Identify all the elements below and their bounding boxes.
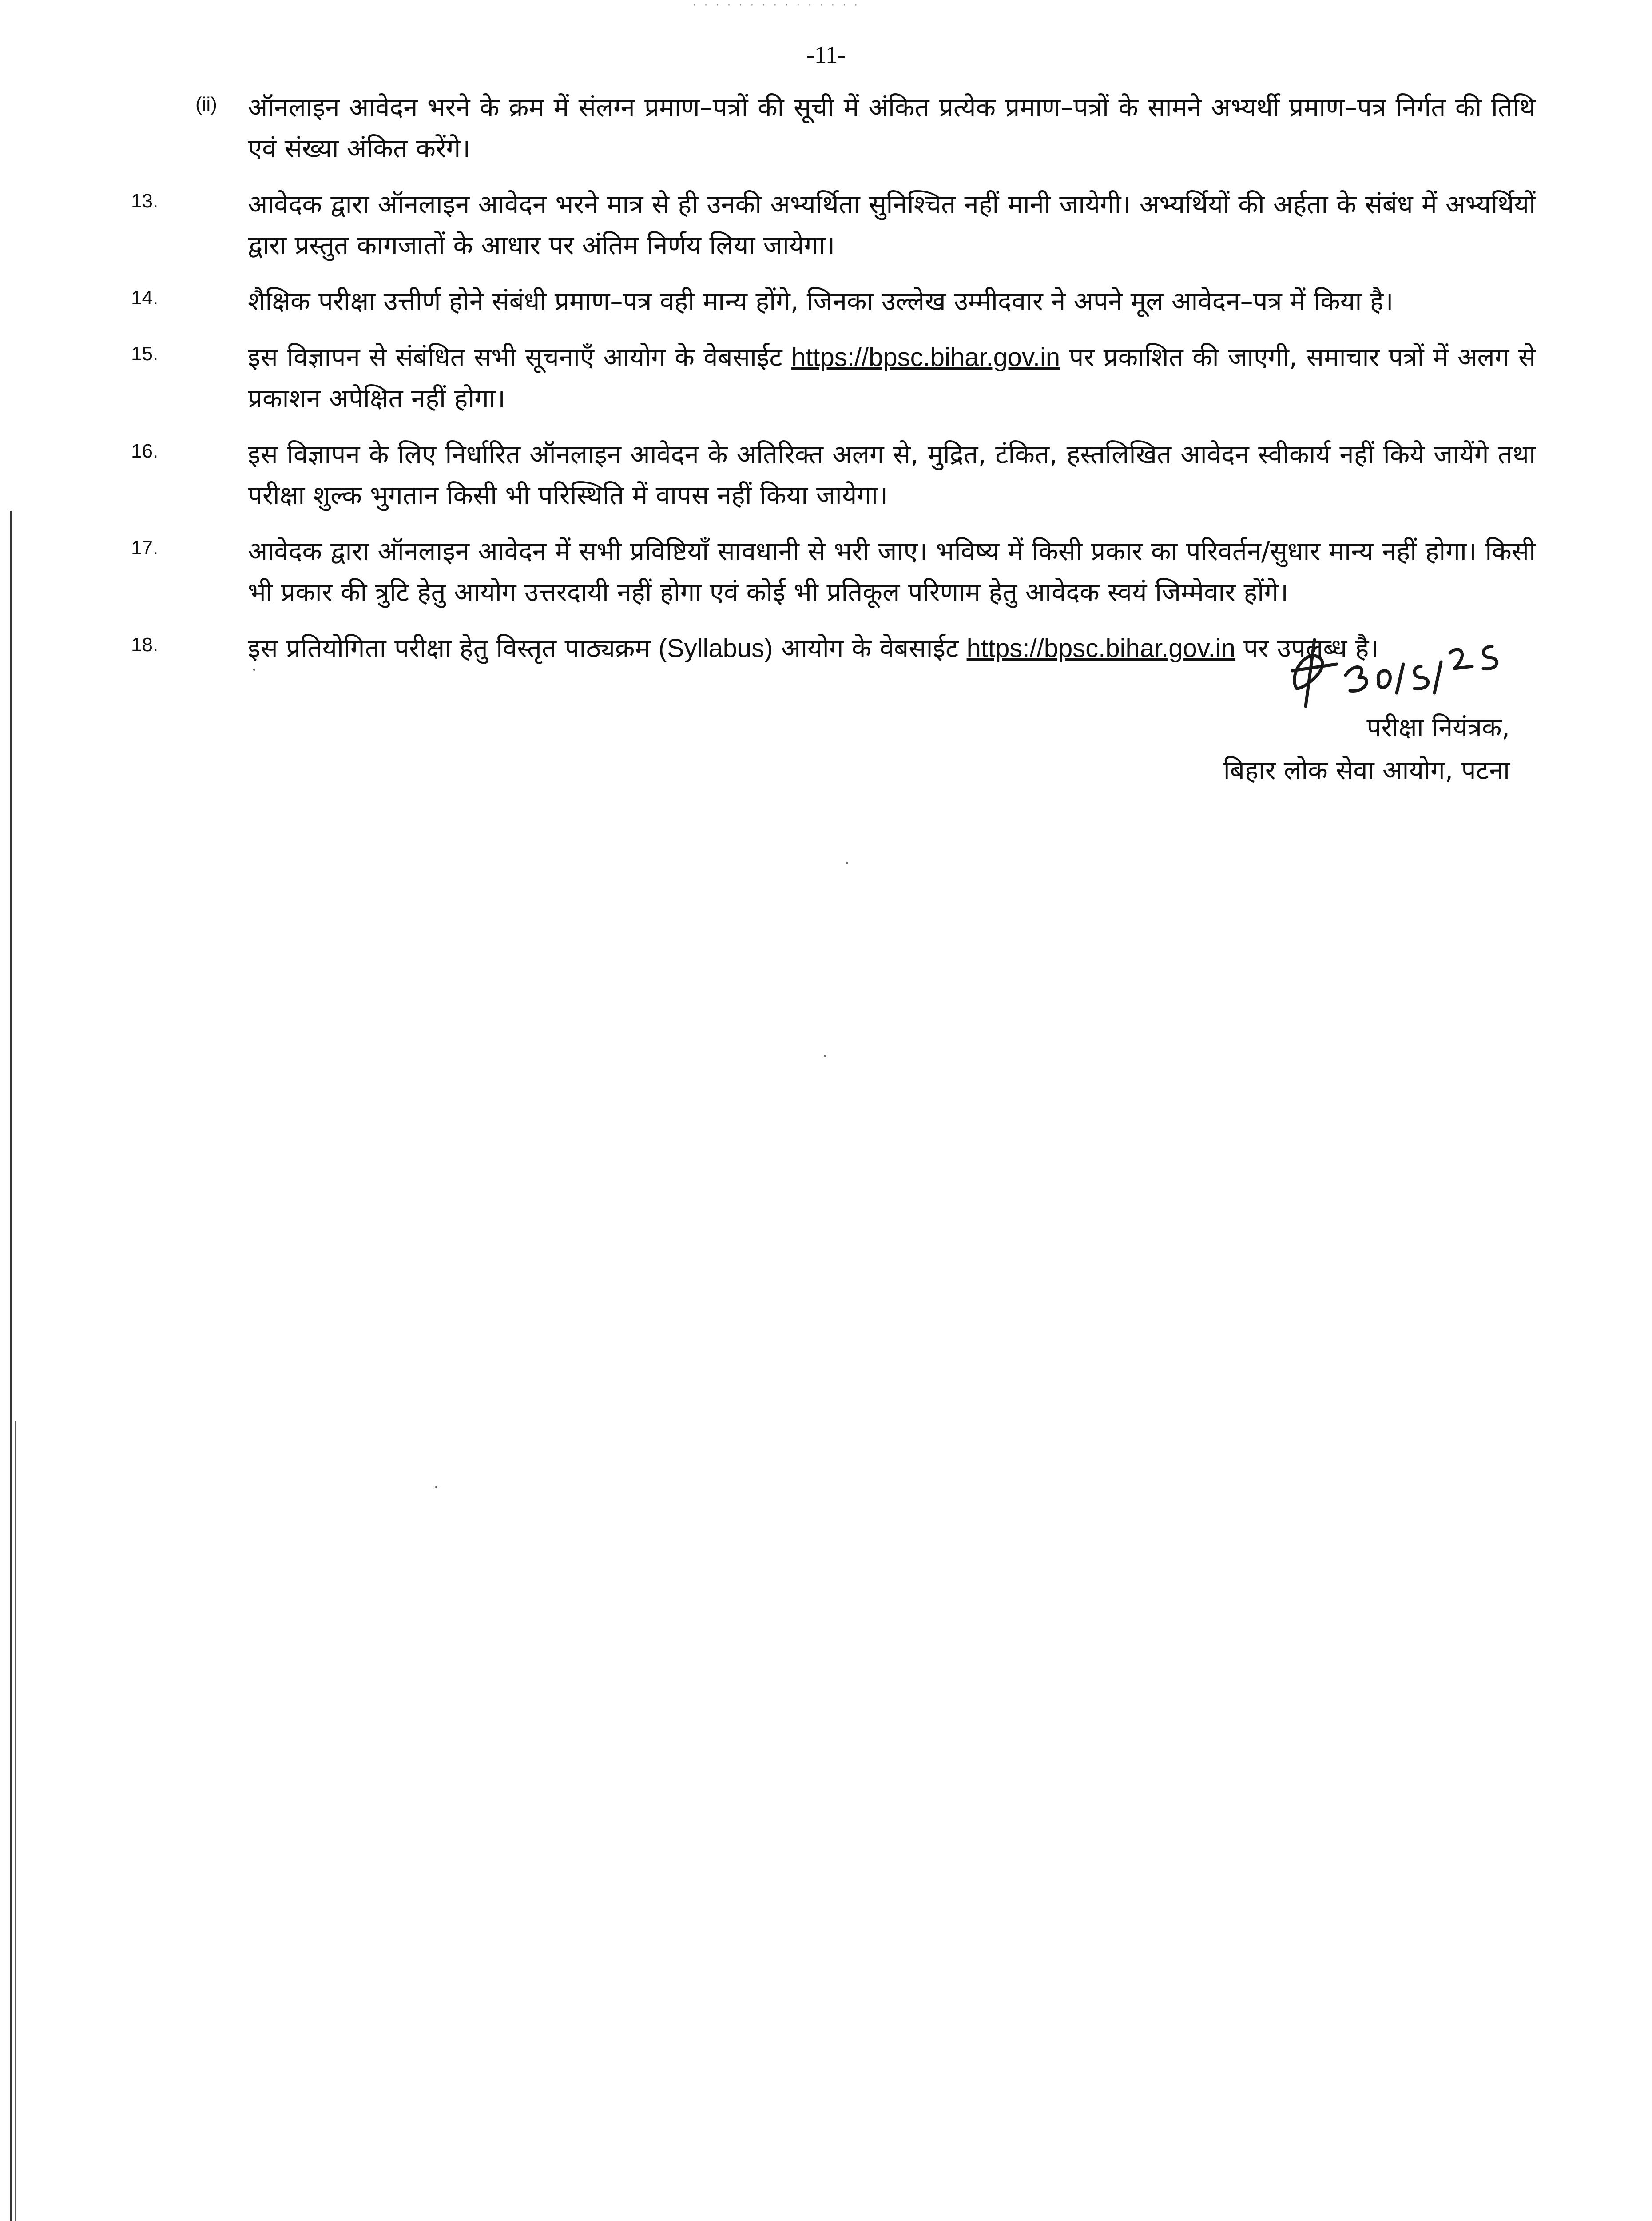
item-text: ऑनलाइन आवेदन भरने के क्रम में संलग्न प्रमाण–पत्रों की सूची में अंकित प्रत्येक प्रमाण–पत्रों के सामने अभ्यर्थी प्रमाण–पत्र निर्गत की तिथि एवं संख्या अंकित करेंगे।	[248, 92, 1536, 163]
item-number: 17.	[131, 537, 159, 559]
scan-speck	[253, 669, 255, 671]
item-number: 16.	[131, 440, 159, 462]
item-text: शैक्षिक परीक्षा उत्तीर्ण होने संबंधी प्रमाण–पत्र वही मान्य होंगे, जिनका उल्लेख उम्मीदवार ने अपने मूल आवेदन–पत्र में किया है।	[248, 286, 1394, 316]
website-link[interactable]: https://bpsc.bihar.gov.in	[791, 343, 1060, 372]
item-number: 14.	[131, 287, 159, 309]
page-number: -11-	[806, 41, 846, 68]
item-text: आवेदक द्वारा ऑनलाइन आवेदन में सभी प्रविष्टियाँ सावधानी से भरी जाए। भविष्य में किसी प्रकार का परिवर्तन/सुधार मान्य नहीं होगा। किसी भी प्रकार की त्रुटि हेतु आयोग उत्तरदायी नहीं होगा एवं कोई भी प्रतिकूल परिणाम हेतु आवेदक स्वयं जिम्मेवार होंगे।	[248, 536, 1536, 607]
item-text-after: पर प्रकाशित की जाएगी, समाचार पत्रों में अलग से प्रकाशन अपेक्षित नहीं होगा।	[248, 342, 1536, 414]
list-item	[0, 531, 1652, 613]
item-number: 13.	[131, 190, 159, 212]
header-scribble: · · · · · · · · · · · · · · ·	[693, 0, 860, 11]
scan-speck	[846, 862, 848, 864]
item-text: इस विज्ञापन के लिए निर्धारित ऑनलाइन आवेदन के अतिरिक्त अलग से, मुद्रित, टंकित, हस्तलिखित आवेदन स्वीकार्य नहीं किये जायेंगे तथा परीक्षा शुल्क भुगतान किसी भी परिस्थिति में वापस नहीं किया जायेगा।	[248, 439, 1536, 510]
instructions-list	[0, 87, 1652, 684]
handwritten-signature	[1279, 622, 1510, 711]
designation: परीक्षा नियंत्रक,	[1366, 712, 1510, 743]
item-text-after: पर उपलब्ध है।	[1243, 633, 1379, 663]
item-text-before: इस विज्ञापन से संबंधित सभी सूचनाएँ आयोग के वेबसाईट	[248, 342, 782, 372]
scan-border-left-inner	[15, 1421, 16, 2221]
item-number: 18.	[131, 634, 159, 656]
list-item	[0, 337, 1652, 419]
organization: बिहार लोक सेवा आयोग, पटना	[1223, 755, 1510, 785]
list-item	[0, 434, 1652, 516]
item-number: 15.	[131, 343, 159, 365]
website-link[interactable]: https://bpsc.bihar.gov.in	[966, 634, 1235, 663]
syllabus-label: (Syllabus)	[658, 634, 773, 663]
scan-speck	[435, 1486, 437, 1488]
signature-block	[1155, 706, 1510, 792]
list-item	[0, 281, 1652, 322]
scan-speck	[824, 1055, 826, 1057]
item-number: (ii)	[195, 93, 217, 115]
item-text-middle: आयोग के वेबसाईट	[781, 633, 959, 663]
list-item	[0, 184, 1652, 266]
item-text	[248, 337, 1536, 419]
item-text: आवेदक द्वारा ऑनलाइन आवेदन भरने मात्र से ही उनकी अभ्यर्थिता सुनिश्चित नहीं मानी जायेगी। अभ्यर्थियों की अर्हता के संबंध में अभ्यर्थियों द्वारा प्रस्तुत कागजातों के आधार पर अंतिम निर्णय लिया जायेगा।	[248, 189, 1536, 260]
item-text-before: इस प्रतियोगिता परीक्षा हेतु विस्तृत पाठ्यक्रम	[248, 633, 651, 663]
list-item	[0, 87, 1652, 169]
scan-border-left	[10, 511, 12, 2221]
